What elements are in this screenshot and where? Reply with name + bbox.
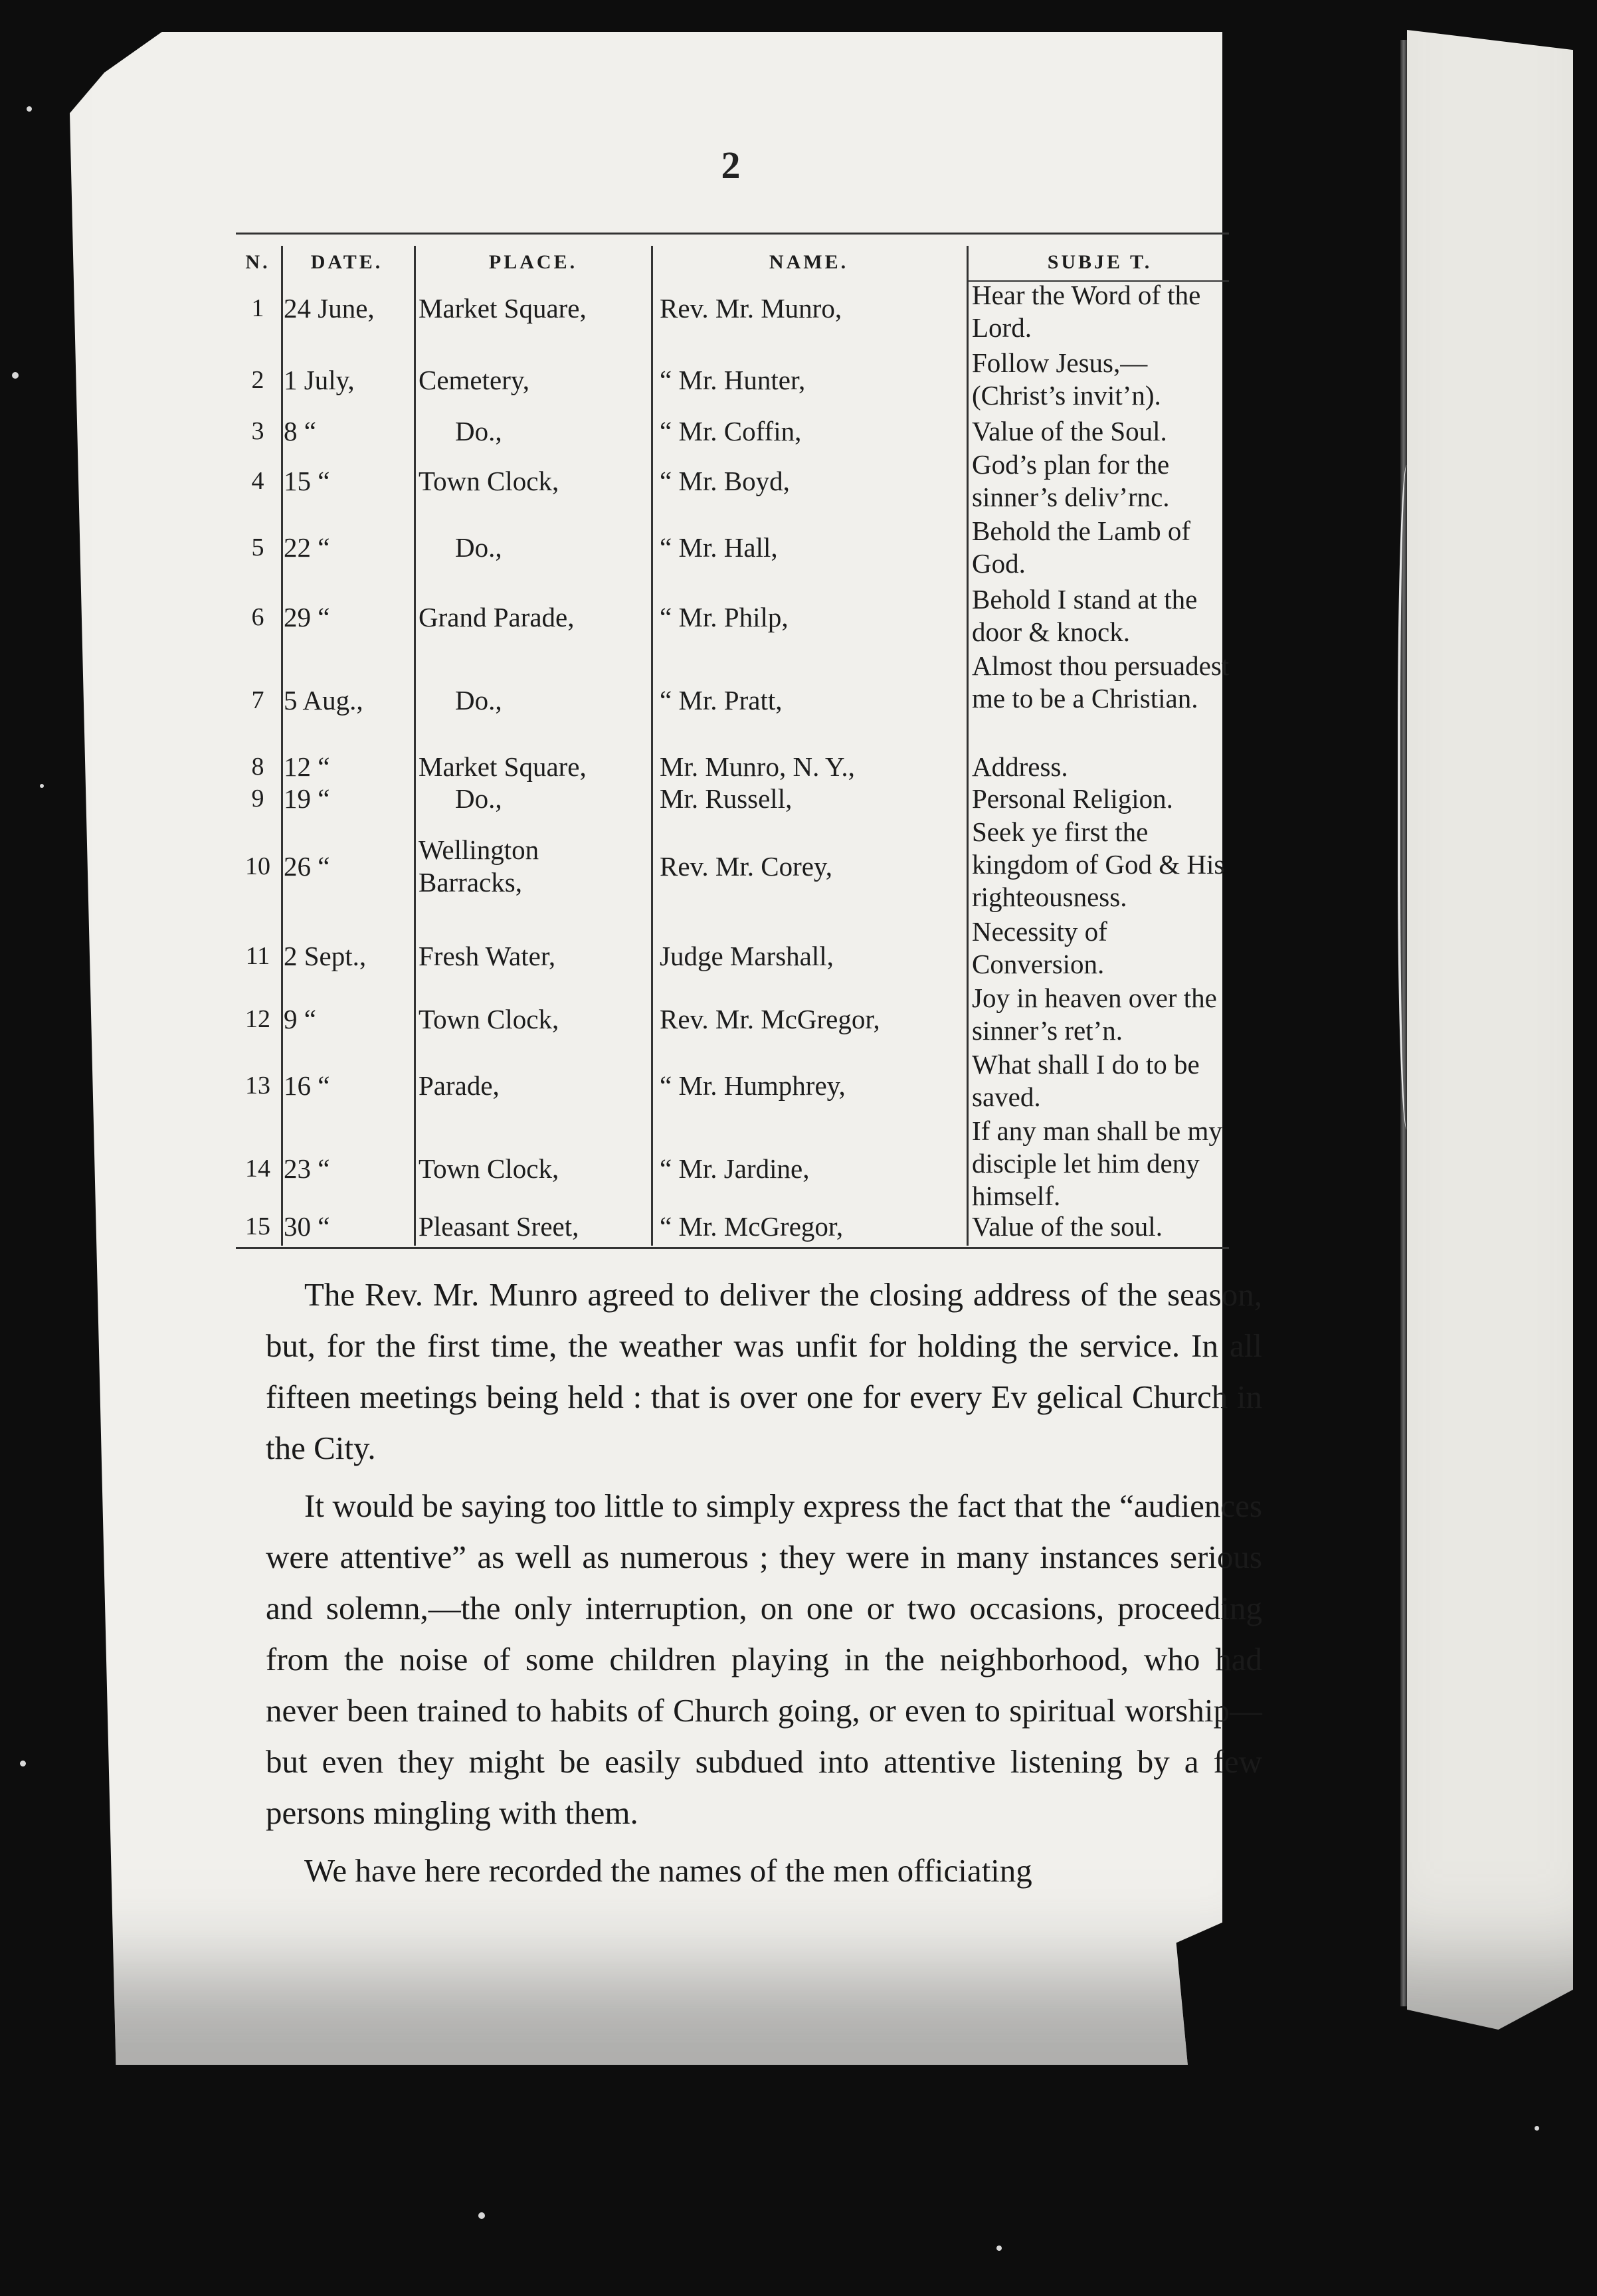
row-name: “ Mr. Jardine, xyxy=(660,1153,810,1184)
row-name: Rev. Mr. Corey, xyxy=(660,851,833,882)
row-name: Rev. Mr. Munro, xyxy=(660,293,842,324)
row-place: Town Clock, xyxy=(419,1004,559,1034)
dust-speck xyxy=(27,106,32,112)
header-place: PLACE. xyxy=(488,251,578,273)
meeting-schedule-table xyxy=(236,233,1229,1249)
page-number: 2 xyxy=(721,144,741,187)
row-date: 12 “ xyxy=(284,751,330,782)
row-subject: Value of the Soul. xyxy=(972,416,1167,446)
dust-speck xyxy=(996,2246,1002,2251)
row-name: Rev. Mr. McGregor, xyxy=(660,1004,880,1034)
dust-speck xyxy=(20,1761,26,1767)
row-place: Wellington Barracks, xyxy=(419,834,539,898)
row-place: Cemetery, xyxy=(419,365,529,395)
row-subject: Value of the soul. xyxy=(972,1211,1163,1242)
row-name: “ Mr. Hunter, xyxy=(660,365,806,395)
row-subject: If any man shall be my disciple let him deny himself. xyxy=(972,1115,1222,1211)
row-place: Do., xyxy=(455,532,502,563)
column-divider xyxy=(281,246,283,1246)
row-subject: Behold the Lamb of God. xyxy=(972,516,1191,579)
row-name: “ Mr. McGregor, xyxy=(660,1211,844,1242)
header-name: NAME. xyxy=(769,251,849,273)
row-name: Mr. Munro, N. Y., xyxy=(660,751,855,782)
row-place: Market Square, xyxy=(419,751,587,782)
row-number: 11 xyxy=(245,942,270,970)
row-subject: What shall I do to be saved. xyxy=(972,1049,1200,1112)
row-subject: Behold I stand at the door & knock. xyxy=(972,584,1198,647)
row-date: 26 “ xyxy=(284,851,330,882)
row-place: Do., xyxy=(455,783,502,814)
row-place: Do., xyxy=(455,685,502,716)
row-date: 2 Sept., xyxy=(284,941,367,971)
row-number: 15 xyxy=(245,1212,270,1240)
row-number: 9 xyxy=(251,785,264,813)
row-date: 22 “ xyxy=(284,532,330,563)
row-number: 8 xyxy=(251,753,264,781)
row-subject: Address. xyxy=(972,751,1068,782)
row-place: Parade, xyxy=(419,1070,500,1101)
dust-speck xyxy=(478,2212,485,2219)
row-name: “ Mr. Philp, xyxy=(660,602,789,632)
row-number: 14 xyxy=(245,1155,270,1183)
row-place: Do., xyxy=(455,416,502,446)
table-top-rule xyxy=(236,233,1229,235)
row-date: 23 “ xyxy=(284,1153,330,1184)
dust-speck xyxy=(40,784,44,788)
row-number: 6 xyxy=(251,603,264,631)
header-subject: SUBJE T. xyxy=(1047,251,1153,273)
row-number: 7 xyxy=(251,686,264,714)
row-place: Pleasant Sreet, xyxy=(419,1211,579,1242)
row-date: 19 “ xyxy=(284,783,330,814)
row-subject: Follow Jesus,— (Christ’s invit’n). xyxy=(972,347,1161,411)
row-number: 3 xyxy=(251,417,264,445)
row-number: 10 xyxy=(245,852,270,880)
row-subject: Almost thou persuadest me to be a Christian. xyxy=(972,650,1230,714)
row-place: Grand Parade, xyxy=(419,602,575,632)
row-number: 12 xyxy=(245,1005,270,1033)
row-name: “ Mr. Hall, xyxy=(660,532,778,563)
row-name: “ Mr. Humphrey, xyxy=(660,1070,846,1101)
row-name: Judge Marshall, xyxy=(660,941,834,971)
row-place: Town Clock, xyxy=(419,466,559,496)
body-text xyxy=(266,1269,1262,1903)
paragraph: The Rev. Mr. Munro agreed to deliver the closing address of the season, but, for the first time, the weather was unfit for holding the service. In all fifteen meetings being held : that is over one for every Ev gelical Church in the City. xyxy=(266,1276,1262,1466)
row-subject: Joy in heaven over the sinner’s ret’n. xyxy=(972,983,1217,1046)
row-number: 5 xyxy=(251,533,264,561)
row-name: “ Mr. Boyd, xyxy=(660,466,790,496)
row-place: Market Square, xyxy=(419,293,587,324)
row-name: “ Mr. Pratt, xyxy=(660,685,783,716)
row-subject: Necessity of Conversion. xyxy=(972,916,1107,979)
row-date: 29 “ xyxy=(284,602,330,632)
binding-thread xyxy=(1398,465,1420,1129)
facing-page-edge xyxy=(1407,30,1573,2030)
row-number: 13 xyxy=(245,1072,270,1100)
paragraph: It would be saying too little to simply express the fact that the “audiences were attentive” as well as numerous ; they were in many instances serious and solemn,—the only interruption, on one or two occasions, proceeding from the noise of some children playing in the neighborhood, who had never been trained to habits of Church going, or even to spiritual worship—but even they might be easily subdued into attentive listening by a few persons mingling with them. xyxy=(266,1487,1262,1831)
paragraph: We have here recorded the names of the men officiating xyxy=(304,1852,1032,1889)
row-subject: God’s plan for the sinner’s deliv’rnc. xyxy=(972,449,1170,512)
row-number: 1 xyxy=(251,294,264,322)
row-date: 24 June, xyxy=(284,293,375,324)
row-place: Fresh Water, xyxy=(419,941,556,971)
row-date: 15 “ xyxy=(284,466,330,496)
row-date: 9 “ xyxy=(284,1004,316,1034)
row-place: Town Clock, xyxy=(419,1153,559,1184)
header-number: N. xyxy=(245,251,270,273)
dust-speck xyxy=(12,372,19,379)
row-date: 8 “ xyxy=(284,416,316,446)
row-number: 2 xyxy=(251,366,264,394)
row-date: 1 July, xyxy=(284,365,355,395)
dust-speck xyxy=(1535,2126,1539,2131)
row-subject: Seek ye first the kingdom of God & His righteousness. xyxy=(972,816,1225,912)
row-number: 4 xyxy=(251,467,264,495)
row-date: 30 “ xyxy=(284,1211,330,1242)
header-date: DATE. xyxy=(310,251,383,273)
row-date: 16 “ xyxy=(284,1070,330,1101)
row-subject: Personal Religion. xyxy=(972,783,1173,814)
row-date: 5 Aug., xyxy=(284,685,363,716)
row-name: Mr. Russell, xyxy=(660,783,793,814)
row-name: “ Mr. Coffin, xyxy=(660,416,802,446)
row-subject: Hear the Word of the Lord. xyxy=(972,280,1201,343)
table-bottom-rule xyxy=(236,1247,1229,1249)
